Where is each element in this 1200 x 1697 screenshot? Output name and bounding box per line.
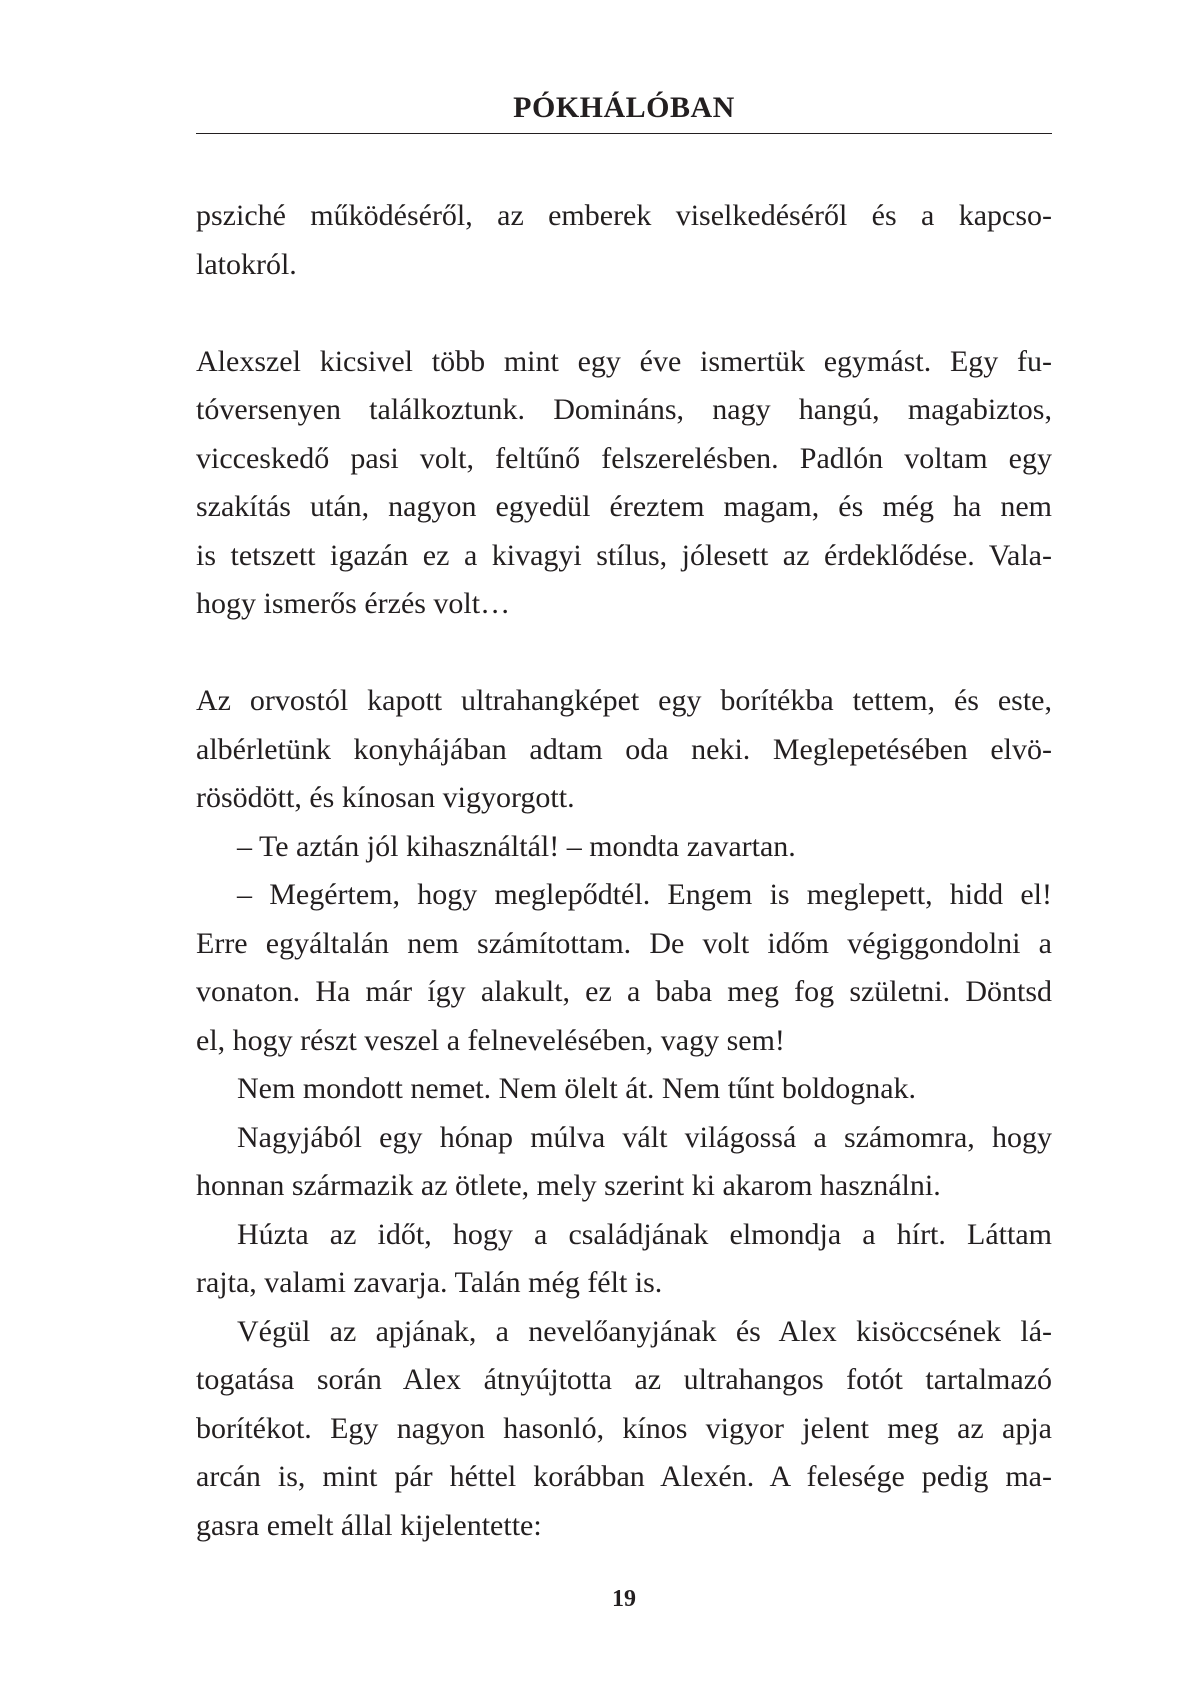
text-line: Nagyjából egy hónap múlva vált világossá a számomra, hogy xyxy=(237,1120,1052,1154)
text-line: szakítás után, nagyon egyedül éreztem magam, és még ha nem xyxy=(196,490,1052,523)
text-line: el, hogy részt veszel a felnevelésében, vagy sem! xyxy=(196,1023,785,1057)
header-rule xyxy=(196,133,1052,134)
paragraph xyxy=(196,1211,1052,1308)
text-line: Végül az apjának, a nevelőanyjának és Alex kisöccsének lá- xyxy=(237,1314,1052,1348)
text-line: Alexszel kicsivel több mint egy éve ismertük egymást. Egy fu- xyxy=(196,344,1052,378)
text-line: honnan származik az ötlete, mely szerint ki akarom használni. xyxy=(196,1169,941,1202)
text-line: rösödött, és kínosan vigyorgott. xyxy=(196,781,575,814)
text-line: psziché működéséről, az emberek viselkedéséről és a kapcso- xyxy=(196,199,1052,232)
text-line: – Te aztán jól kihasználtál! – mondta zavartan. xyxy=(237,829,796,863)
text-line: Nem mondott nemet. Nem ölelt át. Nem tűnt boldognak. xyxy=(237,1072,917,1105)
text-line: togatása során Alex átnyújtotta az ultrahangos fotót tartalmazó xyxy=(196,1363,1052,1396)
text-line: latokról. xyxy=(196,247,297,281)
paragraph xyxy=(196,677,1052,823)
paragraph xyxy=(196,1065,1052,1114)
text-line: borítékot. Egy nagyon hasonló, kínos vigyor jelent meg az apja xyxy=(196,1411,1052,1445)
text-line: Erre egyáltalán nem számítottam. De volt időm végiggondolni a xyxy=(196,926,1052,960)
paragraph xyxy=(196,1308,1052,1551)
section-break xyxy=(196,629,1052,678)
paragraph xyxy=(196,1114,1052,1211)
section-break xyxy=(196,289,1052,338)
text-line: vicceskedő pasi volt, feltűnő felszerelésben. Padlón voltam egy xyxy=(196,441,1052,475)
text-line: arcán is, mint pár héttel korábban Alexén. A felesége pedig ma- xyxy=(196,1460,1052,1493)
text-line: gasra emelt állal kijelentette: xyxy=(196,1508,542,1542)
text-line: hogy ismerős érzés volt… xyxy=(196,587,511,620)
paragraph xyxy=(196,192,1052,289)
dialogue-paragraph xyxy=(196,871,1052,1065)
body-text xyxy=(196,192,1052,1550)
text-line: albérletünk konyhájában adtam oda neki. Meglepetésében elvö- xyxy=(196,732,1052,766)
running-head: PÓKHÁLÓBAN xyxy=(513,91,735,124)
text-line: vonaton. Ha már így alakult, ez a baba meg fog születni. Döntsd xyxy=(196,975,1052,1008)
text-line: Az orvostól kapott ultrahangképet egy borítékba tettem, és este, xyxy=(196,684,1052,717)
text-line: tóversenyen találkoztunk. Domináns, nagy hangú, magabiztos, xyxy=(196,393,1052,426)
paragraph xyxy=(196,338,1052,629)
dialogue-paragraph xyxy=(196,823,1052,872)
text-line: – Megértem, hogy meglepődtél. Engem is meglepett, hidd el! xyxy=(237,878,1052,911)
text-line: rajta, valami zavarja. Talán még félt is. xyxy=(196,1266,663,1299)
page-number: 19 xyxy=(612,1586,636,1612)
text-line: Húzta az időt, hogy a családjának elmondja a hírt. Láttam xyxy=(237,1217,1052,1251)
text-line: is tetszett igazán ez a kivagyi stílus, jólesett az érdeklődése. Vala- xyxy=(196,538,1052,572)
